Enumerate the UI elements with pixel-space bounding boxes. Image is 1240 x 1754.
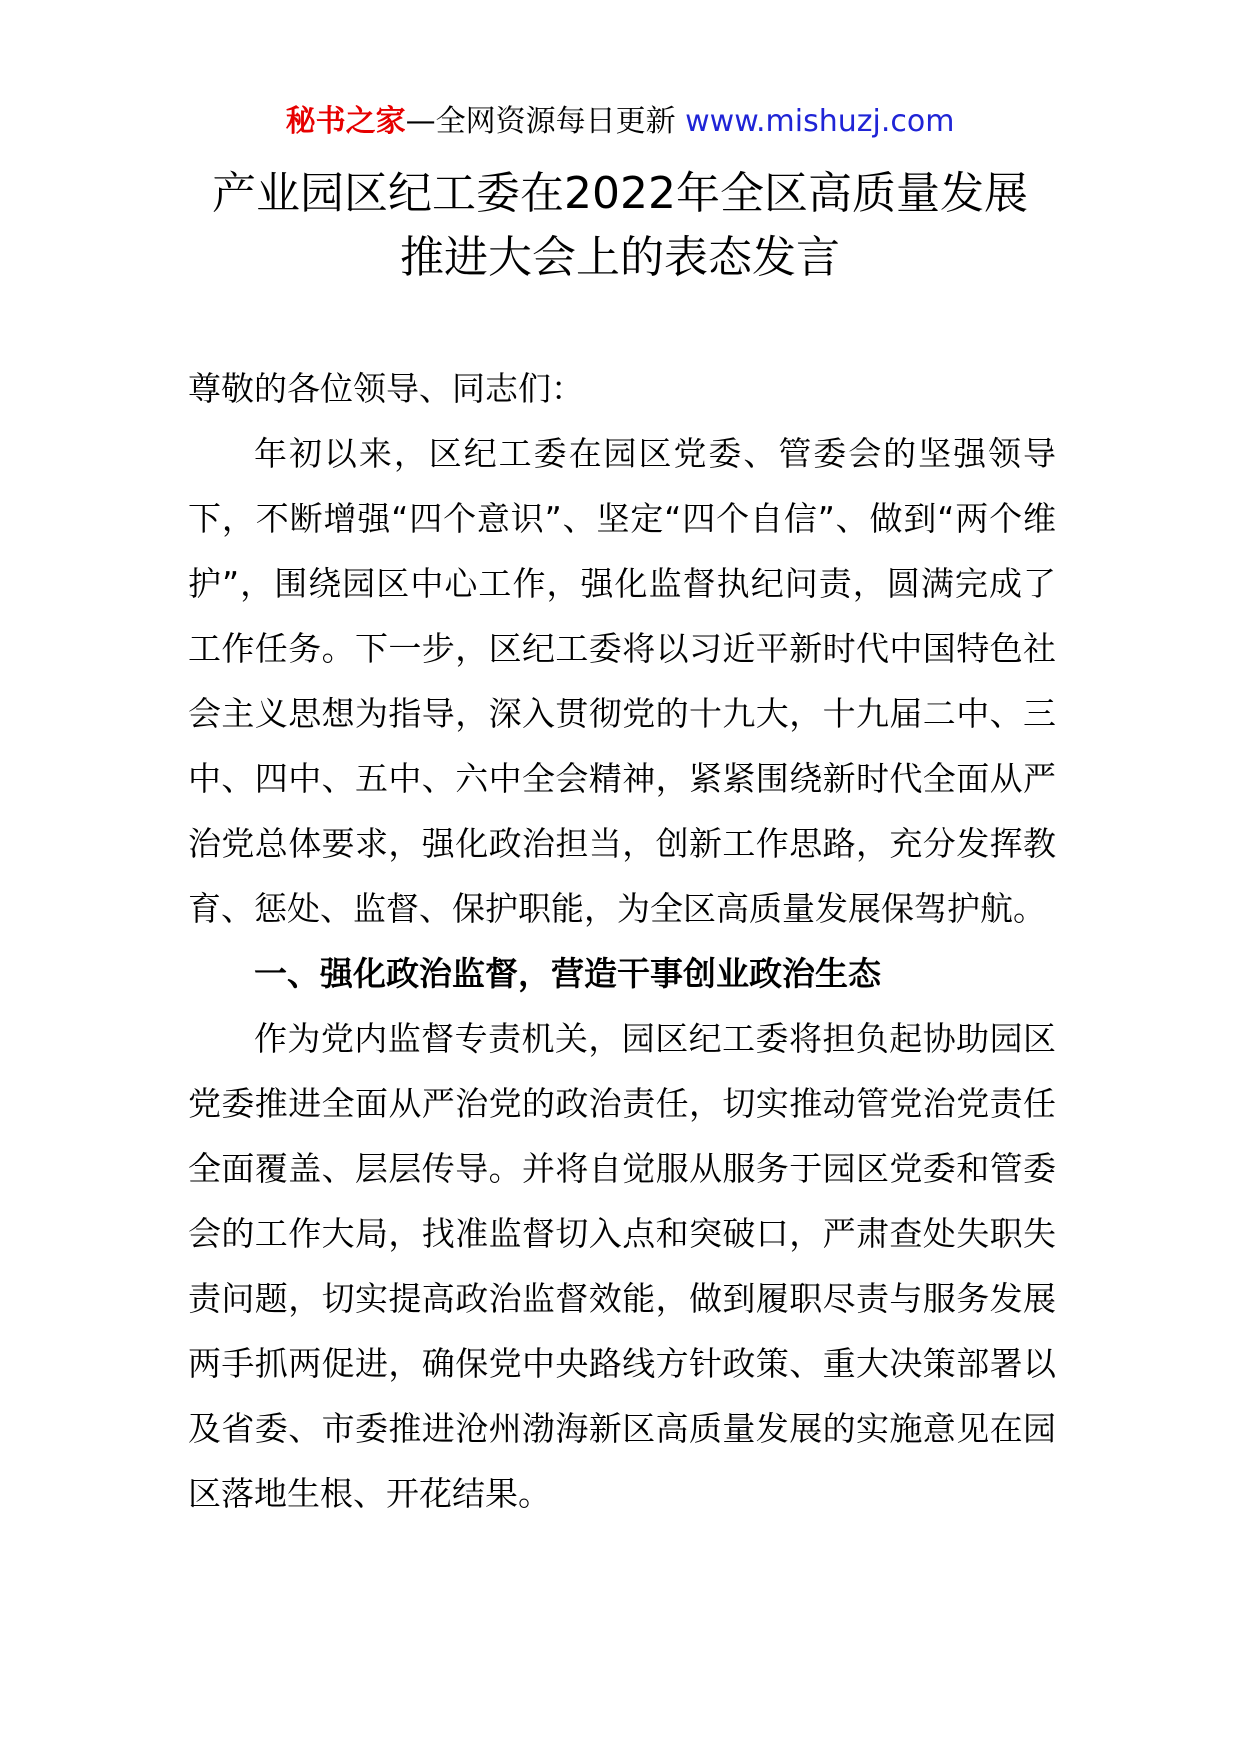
document-title [150, 162, 1090, 290]
document-body [188, 356, 1056, 1526]
title-line-2: 推进大会上的表态发言 [400, 232, 840, 283]
banner-tagline: —全网资源每日更新 [405, 104, 686, 139]
brand-name: 秘书之家 [285, 104, 406, 139]
title-line-1: 产业园区纪工委在2022年全区高质量发展 [212, 168, 1028, 219]
site-banner [0, 100, 1240, 144]
section-heading-1: 一、强化政治监督，营造干事创业政治生态 [254, 954, 881, 993]
paragraph-intro: 年初以来，区纪工委在园区党委、管委会的坚强领导下，不断增强“四个意识”、坚定“四个自信”、做到“两个维护”，围绕园区中心工作，强化监督执纪问责，圆满完成了工作任务。下一步，区纪工委将以习近平新时代中国特色社会主义思想为指导，深入贯彻党的十九大，十九届二中、三中、四中、五中、六中全会精神，紧紧围绕新时代全面从严治党总体要求，强化政治担当，创新工作思路，充分发挥教育、惩处、监督、保护职能，为全区高质量发展保驾护航。 [188, 434, 1056, 928]
salutation: 尊敬的各位领导、同志们： [188, 369, 584, 408]
site-url-link[interactable]: www.mishuzj.com [685, 104, 955, 139]
paragraph-section-1: 作为党内监督专责机关，园区纪工委将担负起协助园区党委推进全面从严治党的政治责任，切实推动管党治党责任全面覆盖、层层传导。并将自觉服从服务于园区党委和管委会的工作大局，找准监督切入点和突破口，严肃查处失职失责问题，切实提高政治监督效能，做到履职尽责与服务发展两手抓两促进，确保党中央路线方针政策、重大决策部署以及省委、市委推进沧州渤海新区高质量发展的实施意见在园区落地生根、开花结果。 [188, 1019, 1056, 1513]
